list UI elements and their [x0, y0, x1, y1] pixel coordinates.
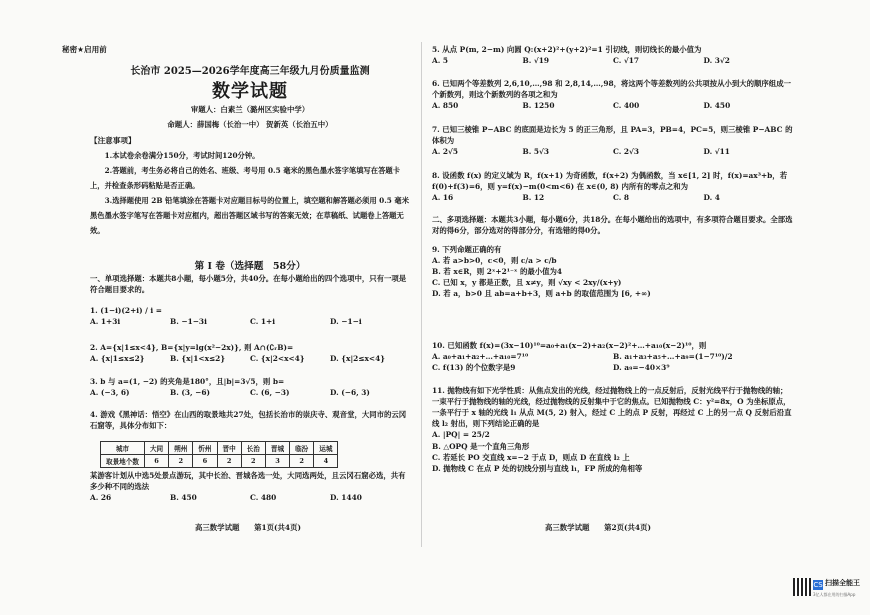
question-stem: 某游客计划从中选5处景点游玩，其中长治、晋城各选一处，大同选两处，且云冈石窟必选，共有多少种不同的选法: [90, 471, 406, 492]
exam-title: 数学试题: [212, 81, 288, 102]
footer-page-2: 高三数学试题 第2页(共4页): [545, 523, 651, 532]
option-b: B. 5√3: [522, 147, 550, 157]
option-b: B. a₁+a₃+a₅+…+a₉=(1−7¹⁰)/2: [613, 352, 733, 362]
question-options: [432, 100, 794, 111]
question-options: [432, 362, 794, 373]
exam-header-line: 长治市 2025—2026学年度高三年级九月份质量监测: [130, 66, 370, 77]
table-header-cell: 长治: [241, 442, 265, 455]
option-c: C. 若延长 PO 交直线 x=−2 于点 D，则点 D 在直线 l₂ 上: [432, 452, 630, 462]
table-cell: 6: [193, 455, 217, 468]
option-c: C. 8: [613, 193, 630, 203]
question-4: [90, 409, 410, 431]
option-d: D. 4: [703, 193, 720, 203]
secret-label: 秘密★启用前: [62, 45, 107, 54]
option-c: C. √17: [613, 56, 640, 66]
section2-intro: 二、多项选择题：本题共3小题，每小题6分，共18分。在每小题给出的选项中，有多项符合题目要求。全部选对的得6分，部分选对的得部分分，有选错的得0分。: [432, 215, 793, 236]
table-row: [101, 455, 338, 468]
option-c: C. 1+i: [250, 317, 276, 327]
option-d: D. {x|2≤x<4}: [330, 354, 385, 364]
option-a: A. a₀+a₁+a₂+…+a₁₀=7¹⁰: [432, 352, 529, 362]
option-c: C. 400: [613, 101, 640, 111]
table-header-cell: 朔州: [169, 442, 193, 455]
option-a: A. 2√5: [432, 147, 459, 157]
question-5: [432, 44, 794, 66]
option-c: C. 已知 x，y 都是正数，且 x≠y，则 √xy < 2xy/(x+y): [432, 278, 622, 288]
option-b: B. 1250: [522, 101, 555, 111]
question-3: [90, 376, 410, 398]
table-header-cell: 忻州: [193, 442, 217, 455]
option-a: A. 16: [432, 193, 454, 203]
reviewer-line: 审题人：白素兰（潞州区实验中学）: [190, 105, 310, 114]
page-divider: [421, 42, 422, 547]
question-stem: 1. (1−i)(2+i) / i =: [90, 306, 162, 315]
note-item: 1.本试卷余卷满分150分，考试时间120分钟。: [104, 151, 260, 160]
location-table: [100, 441, 338, 468]
question-stem: 3. b 与 a=(1, −2) 的夹角是180°，且|b|=3√5，则 b=: [90, 377, 285, 386]
question-options: [90, 387, 410, 398]
question-2: [90, 342, 410, 364]
option-d: D. −1−i: [330, 317, 362, 327]
question-stem: 9. 下列命题正确的有: [432, 245, 502, 254]
option-b: B. √19: [522, 56, 550, 66]
question-stem: 4. 游戏《黑神话：悟空》在山西的取景地共27处，包括长治市的崇庆寺、观音堂，大同市的云冈石窟等，具体分布如下：: [90, 410, 407, 431]
option-d: D. 450: [703, 101, 731, 111]
option-d: D. 1440: [330, 493, 362, 503]
table-cell: 6: [144, 455, 168, 468]
table-header-cell: 晋城: [265, 442, 289, 455]
question-options: [432, 192, 794, 203]
qr-code-icon: [793, 578, 811, 596]
option-b: B. 若 x∈R，则 2ˣ+2¹⁻ˣ 的最小值为4: [432, 267, 563, 277]
option-c: C. 480: [250, 493, 277, 503]
option-b: B. {x|1<x≤2}: [170, 354, 226, 364]
table-header-row: [101, 442, 338, 455]
question-10: [432, 340, 794, 373]
watermark-subtitle: 3亿人都在用的扫描App: [813, 592, 856, 597]
question-options: [432, 351, 794, 362]
table-cell: 2: [290, 455, 314, 468]
option-d: D. a₉=−40×3⁹: [613, 363, 670, 373]
option-a: A. 1+3i: [90, 317, 121, 327]
question-options: [432, 146, 794, 157]
table-cell: 4: [314, 455, 338, 468]
note-item: 3.选择题使用 2B 铅笔填涂在答题卡对应题目标号的位置上，填空题和解答题必须用 0.5 毫米黑色墨水签字笔写在答题卡对应框内，超出答题区域书写的答案无效；在草稿纸、试题卷上答题无效。: [90, 195, 409, 235]
question-8: [432, 170, 794, 203]
question-options: [90, 492, 410, 503]
option-d: D. 3√2: [703, 56, 730, 66]
question-stem: 8. 设函数 f(x) 的定义域为 R，f(x+1) 为奇函数，f(x+2) 为偶函数，当 x∈[1, 2] 时，f(x)=ax³+b，若 f(0)+f(3)=6，则 y=f(x)−m(0<m<6) 在 x∈(0, 8) 内所有的零点之和为: [432, 171, 788, 192]
table-header-cell: 临汾: [290, 442, 314, 455]
option-c: C. f(13) 的个位数字是9: [432, 363, 516, 373]
option-d: D. √11: [703, 147, 730, 157]
footer-page-1: 高三数学试题 第1页(共4页): [195, 523, 301, 532]
option-a: A. {x|1≤x≤2}: [90, 354, 145, 364]
question-stem: 2. A={x|1≤x<4}, B={x|y=lg(x²−2x)}, 则 A∩(∁ᵣB)=: [90, 343, 294, 352]
question-stem: 7. 已知三棱锥 P−ABC 的底面是边长为 5 的正三角形，且 PA=3，PB=4，PC=5，则三棱锥 P−ABC 的体积为: [432, 125, 793, 146]
table-header-cell: 晋中: [217, 442, 241, 455]
question-11: [432, 385, 794, 474]
option-c: C. {x|2<x<4}: [250, 354, 305, 364]
option-a: A. |PQ| = 25/2: [432, 430, 490, 440]
question-6: [432, 78, 794, 111]
question-stem: 11. 抛物线有如下光学性质：从焦点发出的光线，经过抛物线上的一点反射后，反射光线平行于抛物线的轴；一束平行于抛物线的轴的光线，经过抛物线的反射集中于它的焦点。已知抛物线 C：y²=8x，O 为坐标原点，一条平行于 x 轴的光线 l₁ 从点 M(5, 2) 射入，经过 C 上的点 P 反射，再经过 C 上的另一点 Q 反射后沿直线 l₂ 射出，则下列结论正确的是: [432, 386, 792, 429]
option-d: D. 若 a，b>0 且 ab=a+b+3，则 a+b 的取值范围为 [6, +∞): [432, 289, 651, 299]
note-item: 2.答题前，考生务必将自己的姓名、班级、考号用 0.5 毫米的黑色墨水签字笔填写在答题卡上，并检查条形码粘贴是否正确。: [90, 165, 400, 190]
option-b: B. 12: [522, 193, 545, 203]
notes-list: [90, 149, 410, 239]
option-b: B. (3, −6): [170, 388, 211, 398]
question-stem: 5. 从点 P(m, 2−m) 向圆 Q:(x+2)²+(y+2)²=1 引切线，则切线长的最小值为: [432, 45, 702, 54]
question-options: [90, 316, 410, 327]
table-cell: 2: [241, 455, 265, 468]
option-c: C. 2√3: [613, 147, 640, 157]
table-row-label: 取景地个数: [101, 455, 145, 468]
question-9: [432, 244, 794, 300]
table-cell: 2: [217, 455, 241, 468]
question-4-tail: [90, 470, 410, 503]
watermark-brand: 扫描全能王: [825, 579, 860, 587]
question-1: [90, 305, 410, 327]
option-a: A. 5: [432, 56, 449, 66]
table-header-cell: 大同: [144, 442, 168, 455]
section1-title: 第 Ⅰ 卷（选择题 58分）: [194, 261, 306, 272]
question-stem: 6. 已知两个等差数列 2,6,10,…,98 和 2,8,14,…,98，将这两个等差数列的公共项按从小到大的顺序组成一个新数列，则这个新数列的各项之和为: [432, 79, 791, 100]
question-stem: 10. 已知函数 f(x)=(3x−10)¹⁰=a₀+a₁(x−2)+a₂(x−2)²+…+a₁₀(x−2)¹⁰，则: [432, 341, 707, 350]
option-a: A. 26: [90, 493, 112, 503]
table-header-cell: 城市: [101, 442, 145, 455]
option-d: D. 抛物线 C 在点 P 处的切线分别与直线 l₁，FP 所成的角相等: [432, 463, 643, 473]
question-7: [432, 124, 794, 157]
section1-intro: 一、单项选择题：本题共8小题，每小题5分，共40分。在每小题给出的四个选项中，只有一项是符合题目要求的。: [90, 274, 407, 295]
question-options: [432, 55, 794, 66]
table-cell: 3: [265, 455, 289, 468]
scanner-logo-icon: CS: [813, 581, 823, 589]
option-b: B. 450: [170, 493, 197, 503]
option-a: A. 若 a>b>0，c<0，则 c/a > c/b: [432, 256, 557, 266]
notes-title: 【注意事项】: [90, 136, 136, 145]
table-cell: 2: [169, 455, 193, 468]
option-c: C. (6, −3): [250, 388, 290, 398]
option-a: A. 850: [432, 101, 459, 111]
option-b: B. △OPQ 是一个直角三角形: [432, 441, 530, 451]
option-b: B. −1−3i: [170, 317, 207, 327]
option-d: D. (−6, 3): [330, 388, 370, 398]
table-header-cell: 运城: [314, 442, 338, 455]
authors-line: 命题人：薛国梅（长治一中） 贺新英（长治五中）: [167, 120, 333, 129]
question-options: [90, 353, 410, 364]
option-a: A. (−3, 6): [90, 388, 130, 398]
